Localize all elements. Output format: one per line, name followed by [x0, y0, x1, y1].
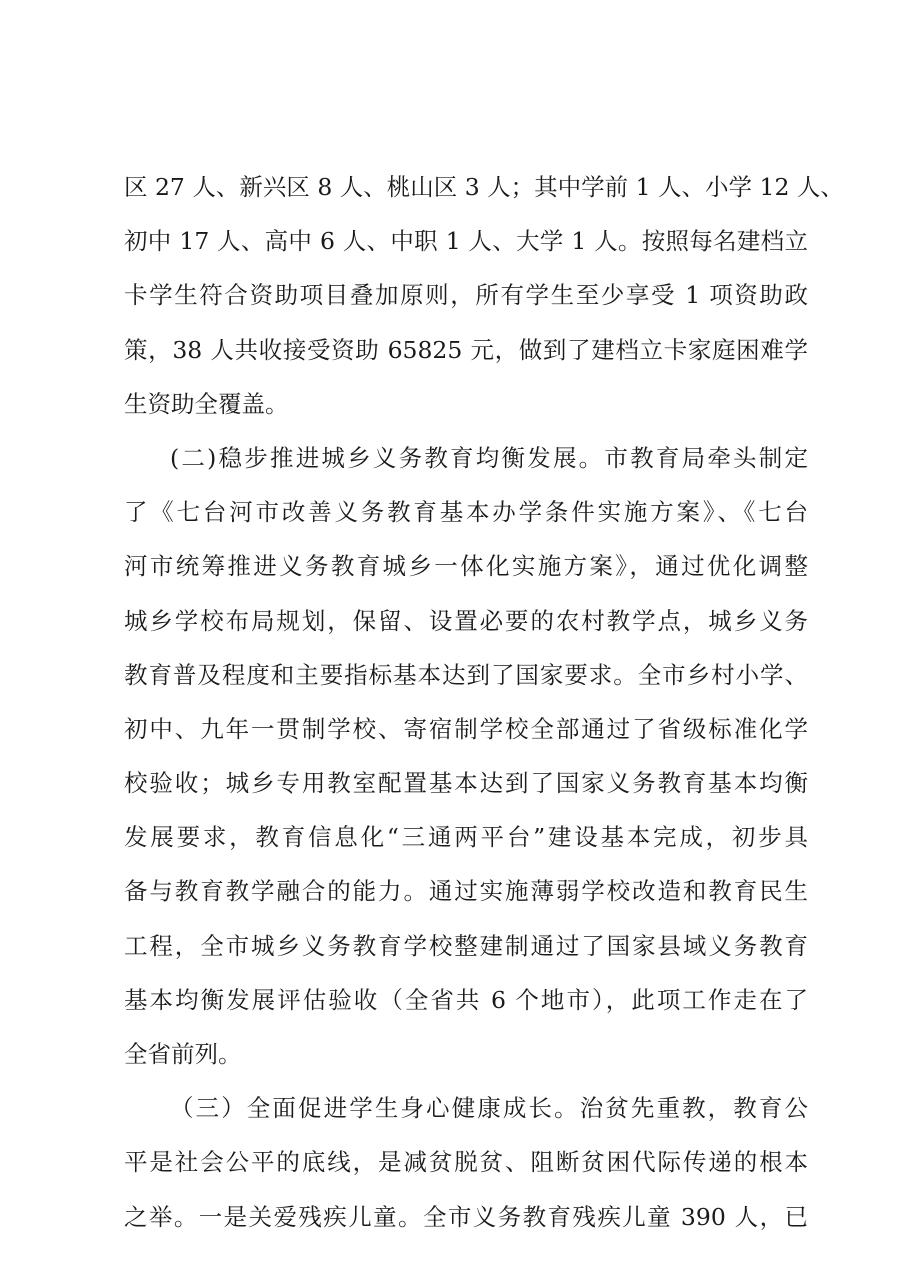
text-line: 河市统筹推进义务教育城乡一体化实施方案》，通过优化调整 [124, 552, 808, 581]
text-line: 之举。一是关爱残疾儿童。全市义务教育残疾儿童 390 人，已 [124, 1202, 808, 1231]
text-line: 校验收；城乡专用教室配置基本达到了国家义务教育基本均衡 [124, 769, 808, 798]
text-line: 平是社会公平的底线，是减贫脱贫、阻断贫困代际传递的根本 [124, 1148, 808, 1177]
text-line: 初中、九年一贯制学校、寄宿制学校全部通过了省级标准化学 [124, 714, 808, 743]
text-line: 工程，全市城乡义务教育学校整建制通过了国家县域义务教育 [124, 931, 808, 960]
text-line: 城乡学校布局规划，保留、设置必要的农村教学点，城乡义务 [124, 606, 808, 635]
paragraph-heading-line: (二)稳步推进城乡义务教育均衡发展。市教育局牵头制定 [170, 443, 808, 472]
text-line: 备与教育教学融合的能力。通过实施薄弱学校改造和教育民生 [124, 877, 808, 906]
document-body [124, 160, 844, 1244]
text-line: 基本均衡发展评估验收（全省共 6 个地市），此项工作走在了 [124, 985, 808, 1014]
text-line: 全省前列。 [124, 1040, 242, 1068]
text-line: 生资助全覆盖。 [124, 389, 289, 418]
text-line: 发展要求，教育信息化“三通两平台”建设基本完成，初步具 [124, 823, 808, 852]
text-line: 策，38 人共收接受资助 65825 元，做到了建档立卡家庭困难学 [124, 335, 808, 364]
text-line: 区 27 人、新兴区 8 人、桃山区 3 人；其中学前 1 人、小学 12 人、 [124, 173, 844, 201]
paragraph-heading-line: （三）全面促进学生身心健康成长。治贫先重教，教育公 [170, 1094, 808, 1123]
text-line: 卡学生符合资助项目叠加原则，所有学生至少享受 1 项资助政 [124, 281, 808, 310]
text-line: 初中 17 人、高中 6 人、中职 1 人、大学 1 人。按照每名建档立 [124, 227, 808, 256]
text-line: 了《七台河市改善义务教育基本办学条件实施方案》、《七台 [124, 498, 808, 527]
text-line: 教育普及程度和主要指标基本达到了国家要求。全市乡村小学、 [124, 660, 808, 689]
